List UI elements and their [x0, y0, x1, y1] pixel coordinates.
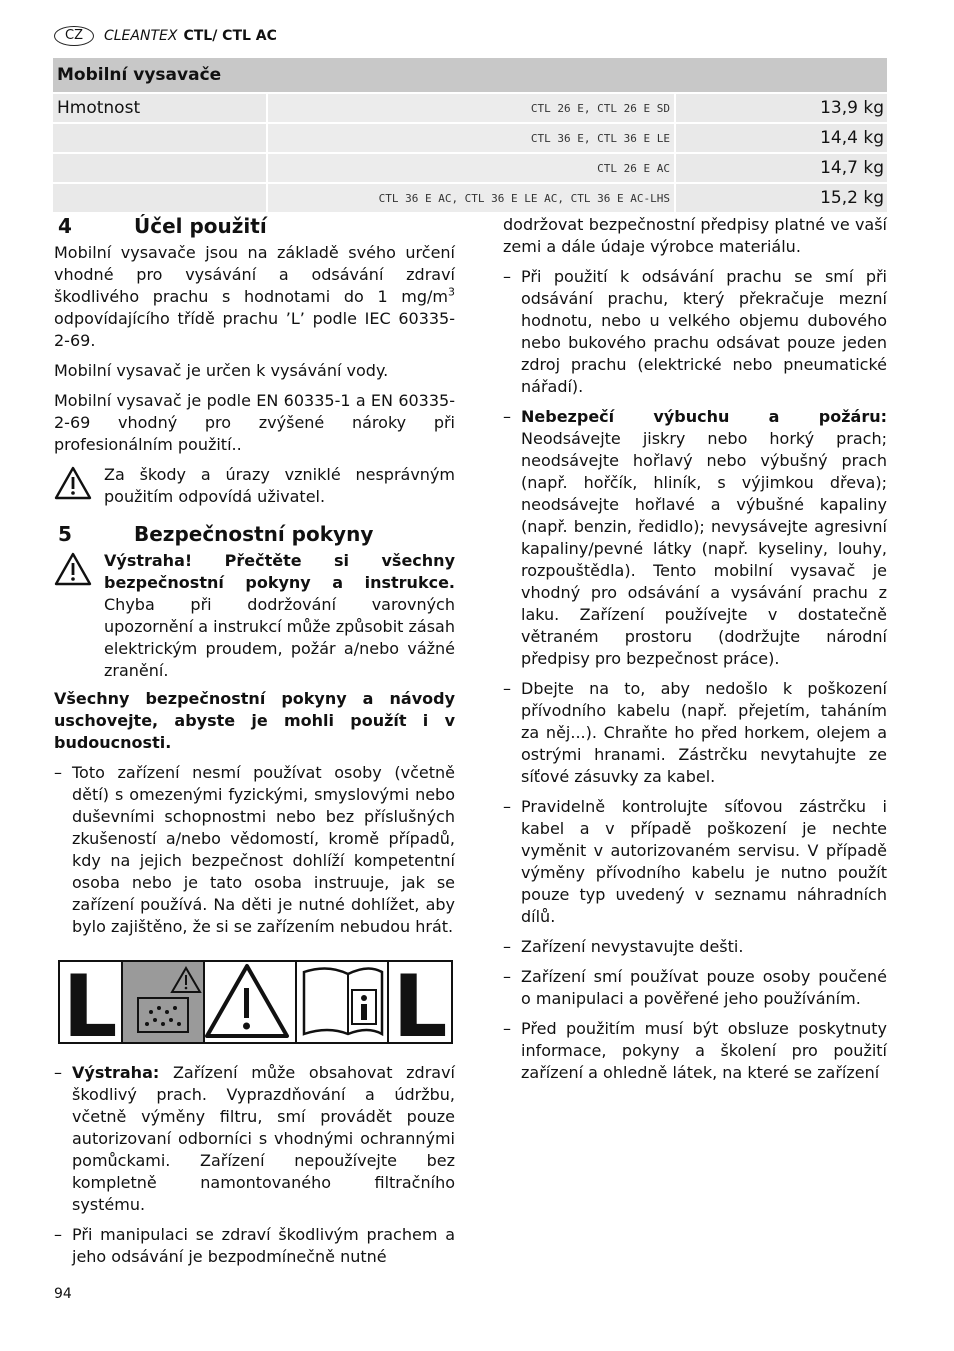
warning-triangle-icon: [54, 550, 104, 682]
page-header: [54, 26, 277, 46]
table-models: CTL 36 E, CTL 36 E LE: [268, 122, 674, 152]
page-number: 94: [54, 1286, 72, 1302]
table-models: CTL 26 E, CTL 26 E SD: [268, 92, 674, 122]
read-instructions-warning: Výstraha! Přečtěte si všechny bezpečnostní pokyny a instrukce. Chyba při dodržování varovných upozornění a instrukcí může způsobit zásah elektrickým proudem, požár a/nebo vážné zranění.: [54, 550, 455, 682]
table-weight: 14,7 kg: [674, 152, 887, 182]
table-row: [53, 182, 887, 212]
list-item: – Zařízení smí používat pouze osoby poučené o manipulaci a pověřené jeho používáním.: [503, 967, 887, 1008]
standards-paragraph: Mobilní vysavač je podle EN 60335-1 a EN 60335-2-69 vhodný pro zvýšené nároky při profesionálním použití..: [54, 391, 455, 454]
section-5-heading: 5 Bezpečnostní pokyny: [58, 522, 374, 546]
list-item: – Výstraha: Zařízení může obsahovat zdraví škodlivý prach. Vyprazdňování a údržbu, včetně výměny filtru, smí provádět pouze autorizovaní odborníci s vhodnými ochrannými pomůckami. Zařízení nepoužívejte bez kompletně namontovaného filtračního systému.: [54, 1063, 455, 1214]
language-badge: CZ: [54, 26, 94, 46]
purpose-paragraph: Mobilní vysavače jsou na základě svého určení vhodné pro vysávání a odsávání zdraví škodlivého prachu s hodnotami do 1 $mg/m^3$ odpovídajícího třídě prachu ’L’ podle IEC 60335-2-69.: [54, 243, 455, 350]
table-weight: 13,9 kg: [674, 92, 887, 122]
dust-class-pictogram: [58, 960, 453, 1044]
table-models: CTL 26 E AC: [268, 152, 674, 182]
water-paragraph: Mobilní vysavač je určen k vysávání vody.: [54, 361, 389, 380]
keep-instructions: Všechny bezpečnostní pokyny a návody uschovejte, abyste je mohli použít i v budoucnosti.: [54, 689, 455, 752]
right-column: [503, 212, 887, 1092]
table-row: [53, 92, 887, 122]
list-item: – Při manipulaci se zdraví škodlivým prachem a jeho odsávání je bezpodmínečně nutné: [54, 1225, 455, 1266]
table-models: CTL 36 E AC, CTL 36 E LE AC, CTL 36 E AC-LHS: [268, 182, 674, 212]
list-item: – Toto zařízení nesmí používat osoby (včetně dětí) s omezenými fyzickými, smyslovými nebo duševními schopnostmi nebo bez příslušných zkušeností a/nebo vědomostí, kromě případů, kdy na jejich bezpečnost dohlíží kompetentní osoba nebo je tato osoba instruuje, jak se zařízení používá. Na děti je nutné dohlížet, aby bylo zajištěno, že si se zařízením nebudou hrát.: [54, 763, 455, 936]
weight-table: [53, 58, 887, 212]
table-weight: 14,4 kg: [674, 122, 887, 152]
list-item: – Zařízení nevystavujte dešti.: [503, 937, 744, 956]
model-name: CTL/ CTL AC: [183, 28, 277, 44]
brand-name: CLEANTEX: [103, 28, 178, 44]
list-item: – Při použití k odsávání prachu se smí při odsávání prachu, který překračuje mezní hodnotu, nebo u velkého objemu dubového nebo bukového prachu odsávat pouze jeden zdroj prachu (elektrické nebo pneumatické nářadí).: [503, 267, 887, 396]
list-item: – Nebezpečí výbuchu a požáru: Neodsávejte jiskry nebo horký prach; neodsávejte hořlavý nebo výbušný prach (např. hořčík, hliník, s výjimkou dřeva); neodsávejte hořlavé a výbušné kapaliny (např. benzin, ředidlo); nevysávejte agresivní kapaliny/pevné látky (např. kyseliny, louhy, rozpouštědla). Tento mobilní vysavač je vhodný pro odsávání a vysávání prachu z laku. Zařízení používejte v dostatečně větraném prostoru (dodržujte národní předpisy pro bezpečnost práce).: [503, 407, 887, 668]
continued-text: dodržovat bezpečnostní předpisy platné ve vaší zemi a dále údaje výrobce materiálu.: [503, 215, 887, 256]
table-row: [53, 122, 887, 152]
table-label: Hmotnost: [53, 92, 268, 122]
left-column: [54, 212, 455, 1276]
table-weight: 15,2 kg: [674, 182, 887, 212]
section-4-heading: 4 Účel použití: [58, 214, 267, 238]
table-title: Mobilní vysavače: [53, 58, 887, 92]
warning-triangle-icon: [54, 464, 104, 508]
list-item: – Dbejte na to, aby nedošlo k poškození přívodního kabelu (např. přejetím, taháním za něj...). Chraňte ho před horkem, olejem a ostrými hranami. Zástrčku nevytahujte ze síťové zásuvky za kabel.: [503, 679, 887, 786]
dust-class-letter-left: L: [62, 960, 118, 1044]
list-item: – Pravidelně kontrolujte síťovou zástrčku i kabel a v případě poškození je nechte vyměnit v autorizovaném servisu. V případě výměny přívodního kabelu je nutno použít pouze typ uvedený v seznamu náhradních dílů.: [503, 797, 887, 926]
dust-class-letter-right: L: [392, 960, 448, 1044]
liability-warning: Za škody a úrazy vzniklé nesprávným použitím odpovídá uživatel.: [54, 464, 455, 508]
list-item: – Před použitím musí být obsluze poskytnuty informace, pokyny a školení pro použití zařízení a ohledně látek, na které se zařízení: [503, 1019, 887, 1082]
table-row: [53, 152, 887, 182]
